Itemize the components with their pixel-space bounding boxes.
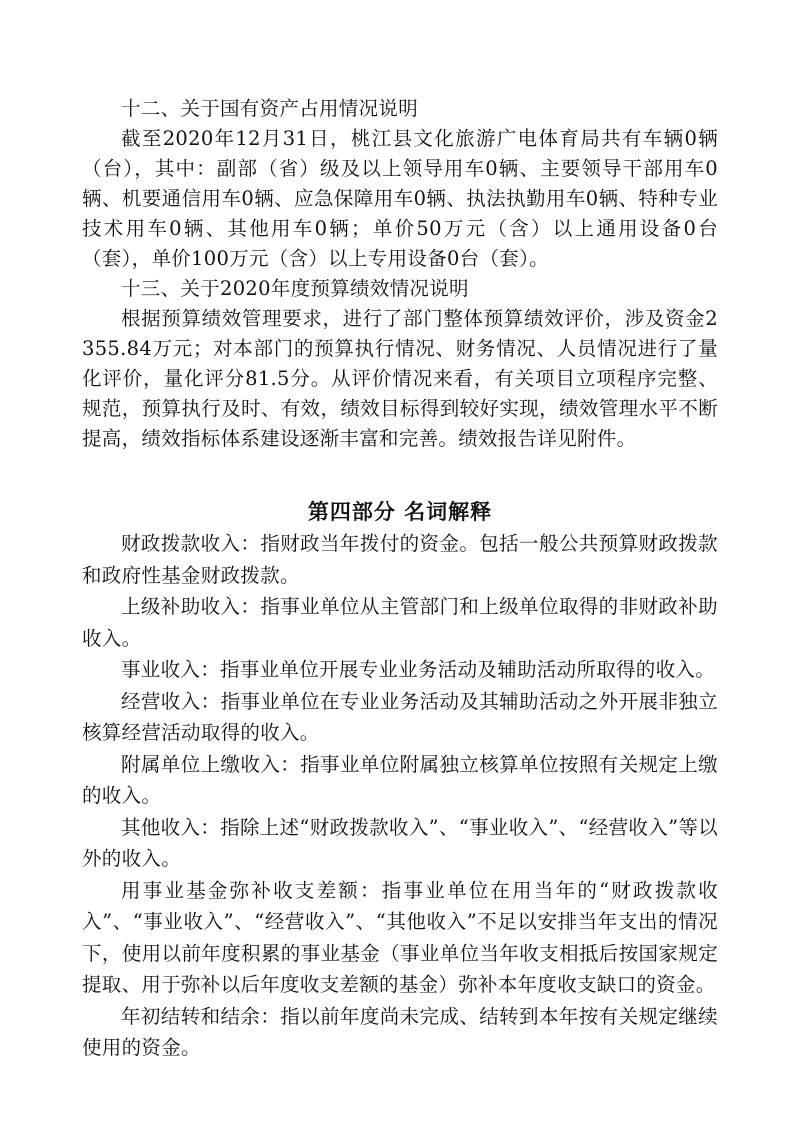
glossary-term: 其他收入：指除上述“财政拨款收入”、“事业收入”、“经营收入”等以外的收入。 (82, 815, 718, 870)
section-12-body: 截至2020年12月31日，桃江县文化旅游广电体育局共有车辆0辆（台），其中：副部（省）级及以上领导用车0辆、主要领导干部用车0辆、机要通信用车0辆、应急保障用车0辆、执法执勤用车0辆、特种专业技术用车0辆、其他用车0辆；单价50万元（含）以上通用设备0台（套），单价100万元（含）以上专用设备0台（套）。 (82, 127, 718, 270)
section-a (82, 94, 718, 454)
glossary-term: 附属单位上缴收入：指事业单位附属独立核算单位按照有关规定上缴的收入。 (82, 752, 718, 807)
glossary-term: 经营收入：指事业单位在专业业务活动及其辅助活动之外开展非独立核算经营活动取得的收入。 (82, 689, 718, 744)
glossary-term: 事业收入：指事业单位开展专业业务活动及辅助活动所取得的收入。 (121, 658, 716, 681)
glossary-term: 财政拨款收入：指财政当年拨付的资金。包括一般公共预算财政拨款和政府性基金财政拨款。 (82, 532, 718, 587)
glossary-term: 年初结转和结余：指以前年度尚未完成、结转到本年按有关规定继续使用的资金。 (82, 1004, 718, 1059)
part-4-title: 第四部分 名词解释 (307, 499, 493, 524)
glossary-term: 用事业基金弥补收支差额：指事业单位在用当年的“财政拨款收入”、“事业收入”、“经营收入”、“其他收入”不足以安排当年支出的情况下，使用以前年度积累的事业基金（事业单位当年收支相抵后按国家规定提取、用于弥补以后年度收支差额的基金）弥补本年度收支缺口的资金。 (82, 878, 718, 996)
section-13-heading: 十三、关于2020年度预算绩效情况说明 (121, 277, 469, 300)
glossary (82, 528, 718, 1064)
section-13-body: 根据预算绩效管理要求，进行了部门整体预算绩效评价，涉及资金2355.84万元；对本部门的预算执行情况、财务情况、人员情况进行了量化评价，量化评分81.5分。从评价情况来看，有关项目立项程序完整、规范，预算执行及时、有效，绩效目标得到较好实现，绩效管理水平不断提高，绩效指标体系建设逐渐丰富和完善。绩效报告详见附件。 (82, 307, 718, 450)
section-12-heading: 十二、关于国有资产占用情况说明 (121, 97, 419, 120)
glossary-term: 上级补助收入：指事业单位从主管部门和上级单位取得的非财政补助收入。 (82, 595, 718, 650)
